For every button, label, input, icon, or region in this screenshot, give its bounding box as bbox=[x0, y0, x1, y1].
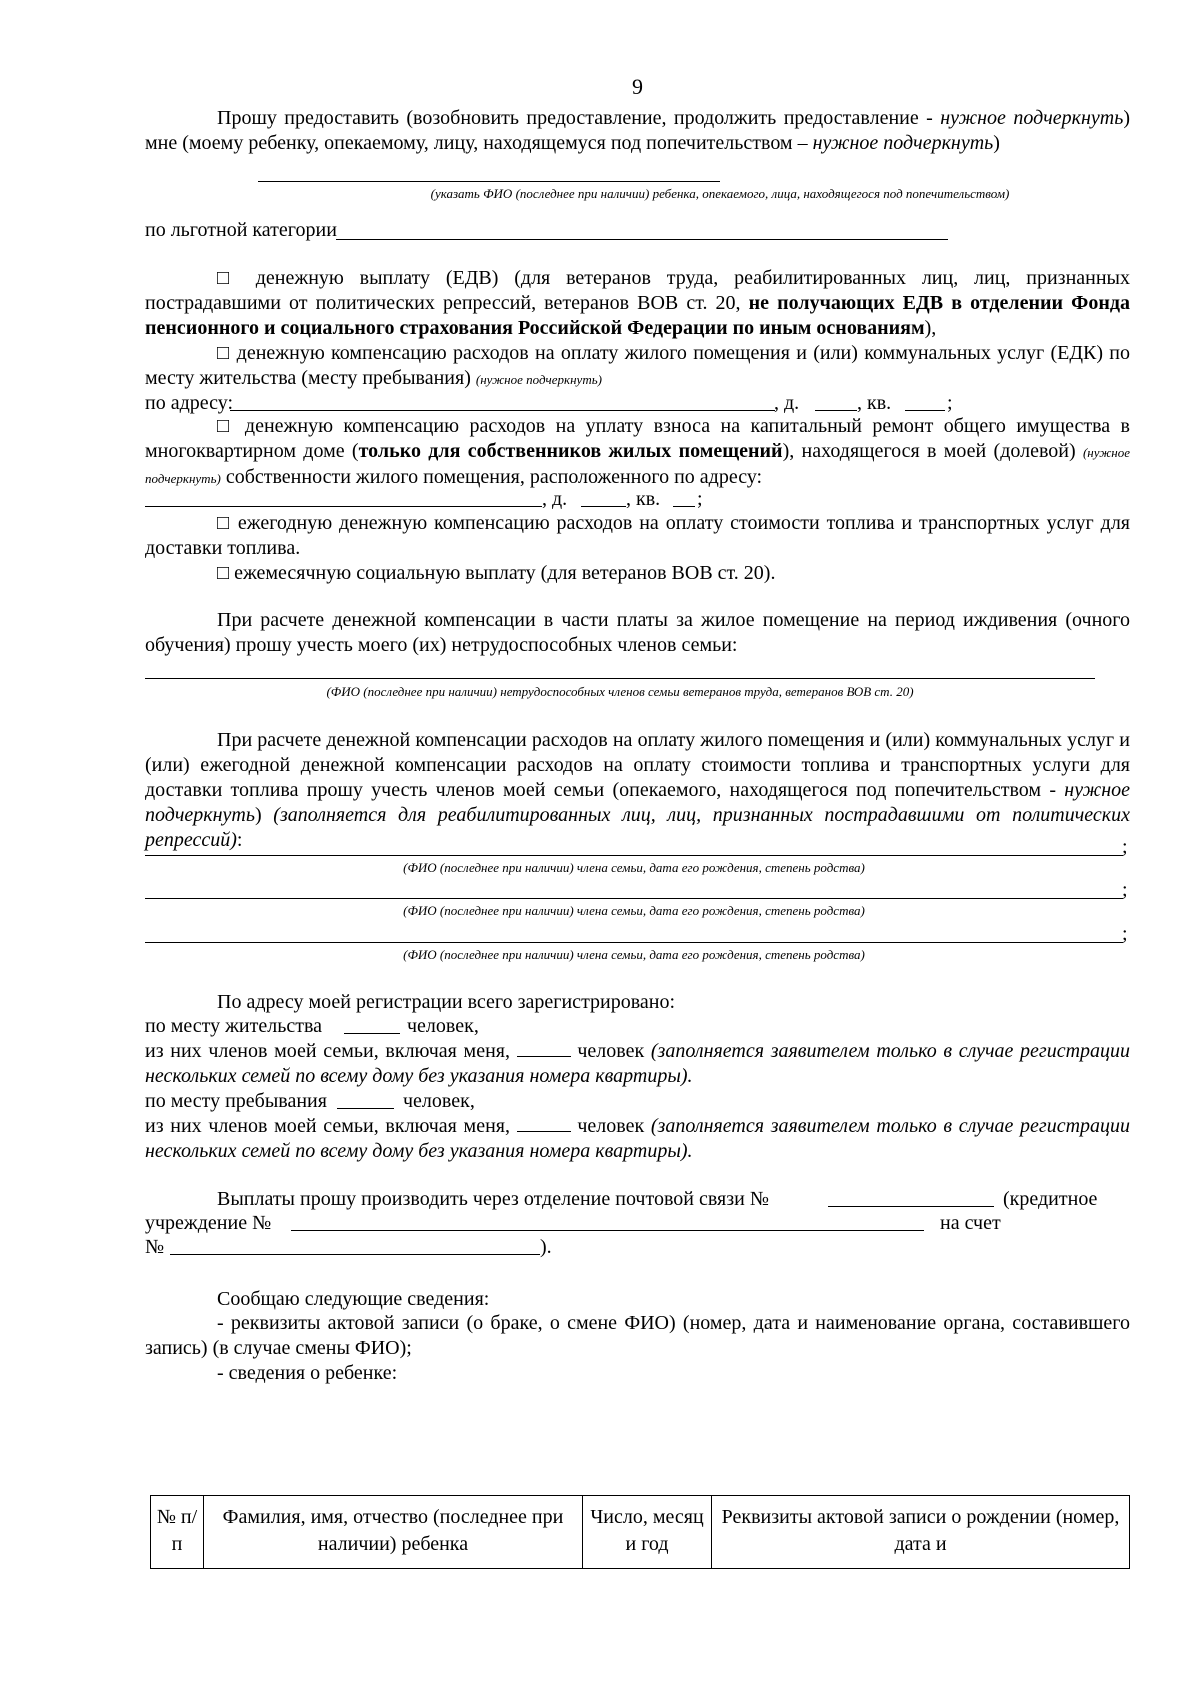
credit-inst-line[interactable] bbox=[291, 1230, 924, 1231]
house-line[interactable] bbox=[815, 410, 857, 411]
kap-flat-line[interactable] bbox=[673, 506, 695, 507]
family-line-1[interactable] bbox=[145, 855, 1123, 856]
family-semicolon-2: ; bbox=[1122, 879, 1128, 901]
members-paragraph-1: из них членов моей семьи, включая меня, человек (заполняется заявителем только в случае регистрации нескольких семей по всему дому без указания номера квартиры). bbox=[145, 1040, 1131, 1087]
table-header-record: Реквизиты актовой записи о рождении (номер, дата и bbox=[712, 1496, 1130, 1569]
table-header-date: Число, месяц и год bbox=[583, 1496, 712, 1569]
address-line[interactable] bbox=[230, 410, 775, 411]
family-caption-2: (ФИО (последнее при наличии) члена семьи, дата его рождения, степень родства) bbox=[403, 903, 865, 918]
payment-account: на счет bbox=[940, 1212, 1001, 1234]
kap-address-line[interactable] bbox=[145, 506, 542, 507]
table-header-row bbox=[151, 1496, 1130, 1569]
option-capital-repair[interactable]: □ денежную компенсацию расходов на уплату взноса на капитальный ремонт общего имущества в многоквартирном доме (только для собственников жилых помещений), находящегося в моей (долевой) (нужное подчеркнуть) собственности жилого помещения, расположенного по адресу: bbox=[145, 415, 1131, 488]
stay-label: по месту пребывания bbox=[145, 1090, 327, 1112]
payment-credit: (кредитное bbox=[1003, 1188, 1098, 1210]
option-edv[interactable]: □ денежную выплату (ЕДВ) (для ветеранов труда, реабилитированных лиц, лиц, признанных пострадавшими от политических репрессий, ветеранов ВОВ ст. 20, не получающих ЕДВ в отделении Фонда пенсионного и социального страхования Российской Федерации по иным основаниям), bbox=[145, 267, 1130, 339]
address-end: ; bbox=[947, 392, 953, 414]
residence-count-line[interactable] bbox=[344, 1033, 400, 1034]
residence-persons: человек, bbox=[407, 1015, 479, 1037]
info-item-2: - сведения о ребенке: bbox=[217, 1362, 398, 1384]
family-semicolon-3: ; bbox=[1122, 923, 1128, 945]
stay-count-line[interactable] bbox=[337, 1108, 394, 1109]
family-line-2[interactable] bbox=[145, 898, 1123, 899]
dependents-caption: (ФИО (последнее при наличии) нетрудоспособных членов семьи ветеранов труда, ветеранов ВОВ ст. 20) bbox=[326, 684, 914, 699]
page-number: 9 bbox=[632, 74, 643, 99]
info-heading: Сообщаю следующие сведения: bbox=[217, 1288, 490, 1310]
table-header-fio: Фамилия, имя, отчество (последнее при наличии) ребенка bbox=[204, 1496, 583, 1569]
payment-close: ). bbox=[540, 1236, 552, 1258]
dependents-line[interactable] bbox=[145, 678, 1095, 679]
payment-lead: Выплаты прошу производить через отделение почтовой связи № bbox=[217, 1188, 769, 1210]
category-label: по льготной категории bbox=[145, 219, 337, 241]
table-header-num: № п/п bbox=[151, 1496, 204, 1569]
info-item-1: - реквизиты актовой записи (о браке, о смене ФИО) (номер, дата и наименование органа, составившего запись) (в случае смены ФИО); bbox=[145, 1312, 1130, 1359]
kap-house-label: , д. bbox=[542, 488, 568, 510]
child-table bbox=[150, 1495, 1130, 1569]
option-fuel[interactable]: □ ежегодную денежную компенсацию расходов на оплату стоимости топлива и транспортных услуг для доставки топлива. bbox=[145, 512, 1130, 559]
fio-caption: (указать ФИО (последнее при наличии) ребенка, опекаемого, лица, находящегося под попечительством) bbox=[430, 186, 1010, 201]
registration-heading: По адресу моей регистрации всего зарегистрировано: bbox=[217, 991, 676, 1013]
request-paragraph: Прошу предоставить (возобновить предоставление, продолжить предоставление - нужное подчеркнуть) мне (моему ребенку, опекаемому, лицу, находящемуся под попечительством – нужное подчеркнуть) bbox=[145, 107, 1130, 154]
members-count-line-1[interactable] bbox=[517, 1038, 571, 1057]
account-line[interactable] bbox=[170, 1254, 540, 1255]
flat-label: , кв. bbox=[857, 392, 892, 414]
dependents-paragraph: При расчете денежной компенсации в части платы за жилое помещение на период иждивения (очного обучения) прошу учесть моего (их) нетрудоспособных членов семьи: bbox=[145, 609, 1130, 656]
residence-label: по месту жительства bbox=[145, 1015, 323, 1037]
flat-line[interactable] bbox=[905, 410, 945, 411]
family-line-3[interactable] bbox=[145, 942, 1123, 943]
option-monthly[interactable]: □ ежемесячную социальную выплату (для ветеранов ВОВ ст. 20). bbox=[217, 562, 776, 584]
members-paragraph-2: из них членов моей семьи, включая меня, человек (заполняется заявителем только в случае регистрации нескольких семей по всему дому без указания номера квартиры). bbox=[145, 1115, 1131, 1162]
payment-no: № bbox=[145, 1236, 165, 1258]
category-line[interactable] bbox=[336, 239, 948, 240]
house-label: , д. bbox=[774, 392, 800, 414]
kap-house-line[interactable] bbox=[581, 506, 626, 507]
fio-line[interactable] bbox=[258, 181, 720, 182]
family-paragraph: При расчете денежной компенсации расходов на оплату жилого помещения и (или) коммунальных услуг и (или) ежегодной денежной компенсации расходов на оплату стоимости топлива и транспортных услуги для доставки топлива прошу учесть членов моей семьи (опекаемого, находящегося под попечительством - нужное подчеркнуть) (заполняется для реабилитированных лиц, лиц, признанных пострадавшими от политических репрессий): bbox=[145, 729, 1130, 851]
members-count-line-2[interactable] bbox=[517, 1113, 571, 1132]
post-office-line[interactable] bbox=[828, 1206, 994, 1207]
stay-persons: человек, bbox=[403, 1090, 475, 1112]
payment-inst: учреждение № bbox=[145, 1212, 272, 1234]
address-label: по адресу: bbox=[145, 392, 234, 414]
option-edk[interactable]: □ денежную компенсацию расходов на оплату жилого помещения и (или) коммунальных услуг (ЕДК) по месту жительства (месту пребывания) (нужное подчеркнуть) bbox=[145, 342, 1130, 389]
kap-address-end: ; bbox=[697, 488, 703, 510]
family-semicolon-1: ; bbox=[1122, 836, 1128, 858]
family-caption-1: (ФИО (последнее при наличии) члена семьи, дата его рождения, степень родства) bbox=[403, 860, 865, 875]
kap-flat-label: , кв. bbox=[626, 488, 661, 510]
family-caption-3: (ФИО (последнее при наличии) члена семьи, дата его рождения, степень родства) bbox=[403, 947, 865, 962]
